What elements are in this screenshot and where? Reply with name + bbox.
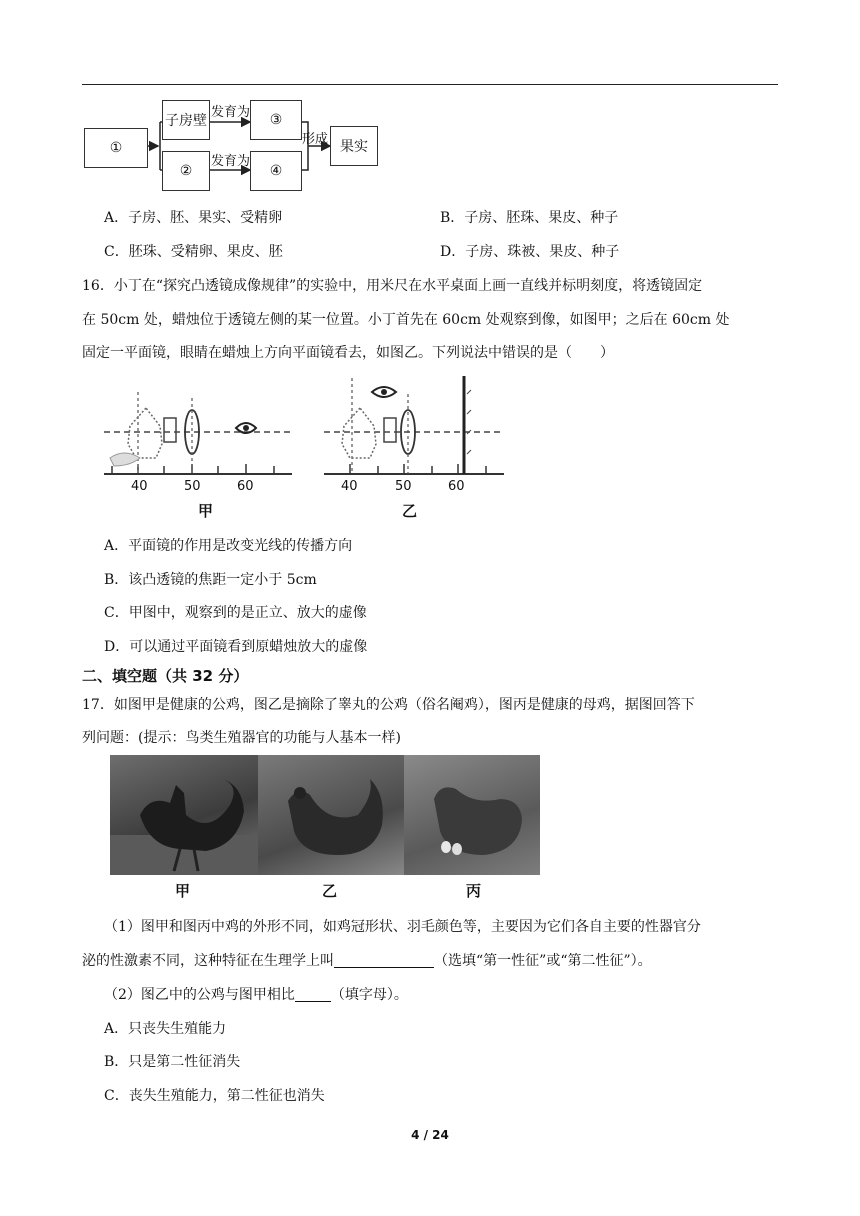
q17-sub2-text-b: （填字母）。 [330,987,408,1003]
q16-option-b: B．该凸透镜的焦距一定小于 5cm [104,572,317,588]
header-rule [82,84,778,85]
q17-sub1-line-1: （1）图甲和图丙中鸡的外形不同，如鸡冠形状、羽毛颜色等，主要因为它们各自主要的性器官分 [104,919,701,935]
q17-option-c: C．丧失生殖能力，第二性征也消失 [104,1088,325,1104]
q15-option-d: D．子房、珠被、果皮、种子 [440,244,620,260]
fig-jia-tick-50: 50 [184,479,201,494]
rooster-silhouette-icon [110,755,258,875]
fig-jia-tick-60: 60 [237,479,254,494]
figure-yi-optical-bench [320,374,510,488]
hen-silhouette-icon [404,755,540,875]
q17-sub1-line-2 [82,950,652,970]
q16-line-1: 16．小丁在“探究凸透镜成像规律”的实验中，用米尺在水平桌面上画一直线并标明刻度，将透镜固定 [82,278,703,294]
q16-option-c: C．甲图中，观察到的是正立、放大的虚像 [104,605,367,621]
q17-sub2-text-a: （2）图乙中的公鸡与图甲相比 [104,987,295,1003]
q17-sub1-text-b: （选填“第一性征”或“第二性征”）。 [434,953,652,969]
fig-yi-label: 乙 [402,502,418,520]
q17-option-a: A．只丧失生殖能力 [104,1021,227,1037]
q16-line-3: 固定一平面镜，眼睛在蜡烛上方向平面镜看去，如图乙。下列说法中错误的是（ ） [82,345,614,361]
photo-capon [258,755,404,875]
q16-line-2: 在 50cm 处，蜡烛位于透镜左侧的某一位置。小丁首先在 60cm 处观察到像，如图甲；之后在 60cm 处 [82,312,730,328]
fig-yi-tick-50: 50 [395,479,412,494]
q17-sub2-line [104,984,408,1004]
q15-option-b: B．子房、胚珠、果皮、种子 [440,210,619,226]
diagram-box-2: ② [162,151,210,191]
diagram-box-4: ④ [250,151,302,191]
diagram-box-ovary-wall: 子房壁 [162,100,210,140]
q17-sub1-text-a: 泌的性激素不同，这种特征在生理学上叫 [82,953,334,969]
diagram-box-fruit: 果实 [330,126,378,166]
q17-line-1: 17．如图甲是健康的公鸡，图乙是摘除了睾丸的公鸡（俗名阉鸡），图丙是健康的母鸡，据图回答下 [82,697,695,713]
answer-blank-2[interactable] [295,987,331,1002]
photo-label-bing: 丙 [466,882,482,900]
arrow-label-develop-top: 发育为 [211,105,251,120]
fig-yi-tick-40: 40 [341,479,358,494]
diagram-box-3: ③ [250,100,302,140]
fig-jia-label: 甲 [198,502,214,520]
arrow-label-develop-bottom: 发育为 [211,154,251,169]
photo-label-jia: 甲 [175,882,191,900]
fig-yi-tick-60: 60 [448,479,465,494]
answer-blank-1[interactable] [334,953,434,968]
photo-healthy-rooster [110,755,258,875]
arrow-label-form: 形成 [302,132,329,147]
q17-line-2: 列问题：(提示：鸟类生殖器官的功能与人基本一样) [82,730,401,746]
fig-jia-tick-40: 40 [131,479,148,494]
q15-option-c: C．胚珠、受精卵、果皮、胚 [104,244,283,260]
q15-option-a: A．子房、胚、果实、受精卵 [104,210,283,226]
capon-silhouette-icon [258,755,404,875]
section-heading: 二、填空题（共 32 分） [82,667,249,685]
photo-healthy-hen [404,755,540,875]
q16-option-a: A．平面镜的作用是改变光线的传播方向 [104,538,353,554]
figure-jia-optical-bench [100,378,300,488]
page-number: 4 / 24 [411,1128,449,1142]
photo-label-yi: 乙 [322,882,338,900]
q16-option-d: D．可以通过平面镜看到原蜡烛放大的虚像 [104,639,368,655]
q17-option-b: B．只是第二性征消失 [104,1054,241,1070]
diagram-box-1: ① [84,128,148,168]
